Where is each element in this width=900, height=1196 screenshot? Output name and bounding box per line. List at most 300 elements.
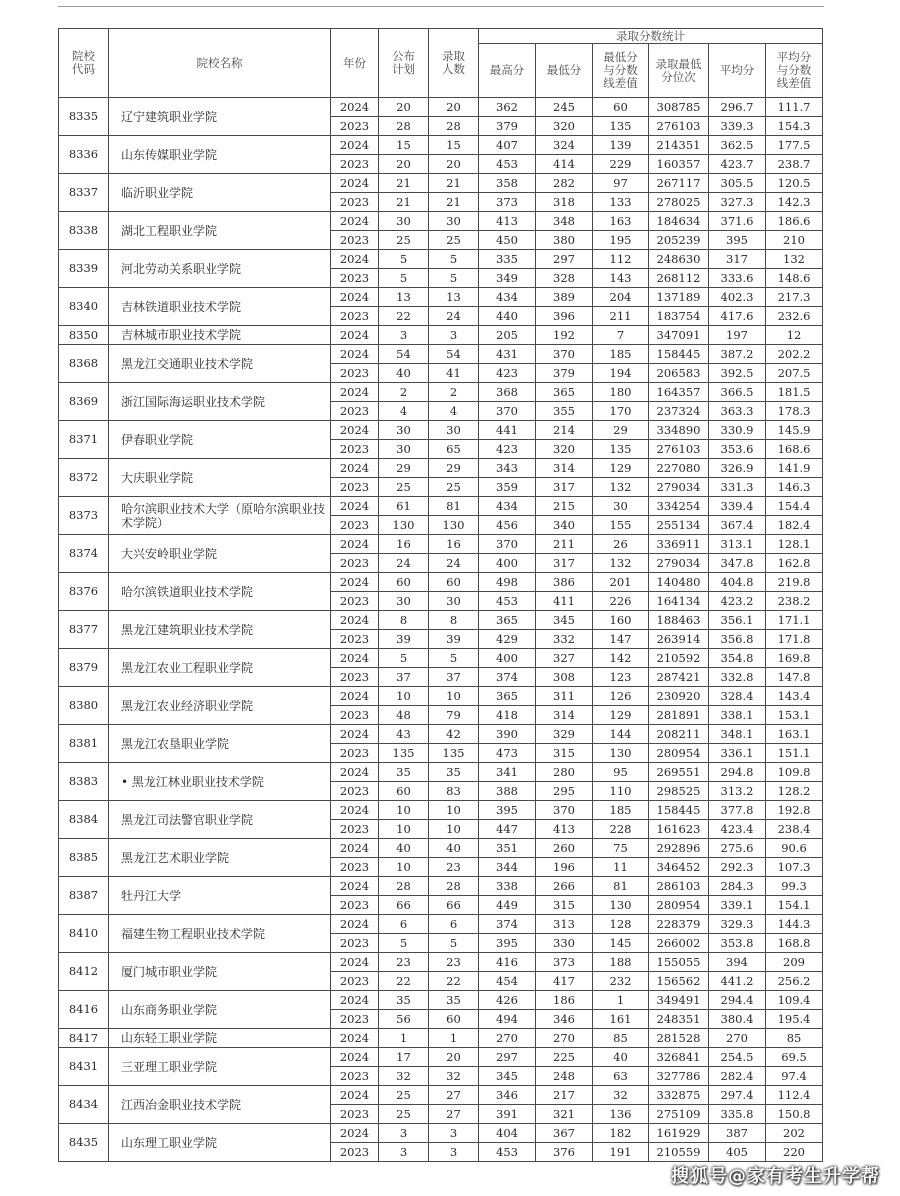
table-row [59, 459, 823, 478]
admit-cell: 40 [429, 839, 479, 858]
max-score-cell: 431 [479, 345, 536, 364]
table-row [59, 915, 823, 934]
max-score-cell: 426 [479, 991, 536, 1010]
avg-diff-cell: 192.8 [766, 801, 823, 820]
avg-diff-cell: 182.4 [766, 516, 823, 535]
table-row [59, 174, 823, 193]
year-cell: 2024 [331, 725, 379, 744]
min-score-cell: 389 [536, 288, 593, 307]
admit-cell: 35 [429, 991, 479, 1010]
max-score-cell: 395 [479, 934, 536, 953]
min-rank-cell: 327786 [649, 1067, 709, 1086]
year-cell: 2023 [331, 630, 379, 649]
min-rank-cell: 137189 [649, 288, 709, 307]
school-code: 8412 [59, 953, 109, 991]
plan-cell: 8 [379, 611, 429, 630]
max-score-cell: 345 [479, 1067, 536, 1086]
avg-score-cell: 362.5 [709, 136, 766, 155]
school-code: 8384 [59, 801, 109, 839]
year-cell: 2024 [331, 459, 379, 478]
year-cell: 2023 [331, 155, 379, 174]
table-row [59, 250, 823, 269]
avg-diff-cell: 12 [766, 326, 823, 345]
admit-cell: 2 [429, 383, 479, 402]
max-score-cell: 335 [479, 250, 536, 269]
avg-diff-cell: 178.3 [766, 402, 823, 421]
school-code: 8435 [59, 1124, 109, 1162]
school-code: 8374 [59, 535, 109, 573]
max-score-cell: 365 [479, 687, 536, 706]
min-diff-cell: 188 [593, 953, 649, 972]
min-score-cell: 320 [536, 117, 593, 136]
min-rank-cell: 158445 [649, 801, 709, 820]
year-cell: 2023 [331, 554, 379, 573]
min-diff-cell: 32 [593, 1086, 649, 1105]
min-rank-cell: 334890 [649, 421, 709, 440]
min-rank-cell: 230920 [649, 687, 709, 706]
min-score-cell: 211 [536, 535, 593, 554]
school-code: 8337 [59, 174, 109, 212]
max-score-cell: 374 [479, 915, 536, 934]
plan-cell: 20 [379, 98, 429, 117]
avg-score-cell: 387 [709, 1124, 766, 1143]
table-row [59, 649, 823, 668]
min-diff-cell: 132 [593, 478, 649, 497]
avg-diff-cell: 132 [766, 250, 823, 269]
admit-cell: 32 [429, 1067, 479, 1086]
max-score-cell: 440 [479, 307, 536, 326]
min-diff-cell: 129 [593, 459, 649, 478]
year-cell: 2024 [331, 915, 379, 934]
plan-cell: 43 [379, 725, 429, 744]
min-diff-cell: 26 [593, 535, 649, 554]
avg-score-cell: 353.8 [709, 934, 766, 953]
avg-score-cell: 404.8 [709, 573, 766, 592]
min-score-cell: 321 [536, 1105, 593, 1124]
year-cell: 2024 [331, 326, 379, 345]
year-cell: 2023 [331, 478, 379, 497]
year-cell: 2023 [331, 516, 379, 535]
plan-cell: 20 [379, 155, 429, 174]
max-score-cell: 346 [479, 1086, 536, 1105]
plan-cell: 135 [379, 744, 429, 763]
year-cell: 2024 [331, 1029, 379, 1048]
school-name: 哈尔滨铁道职业技术学院 [109, 573, 331, 611]
min-diff-cell: 97 [593, 174, 649, 193]
min-rank-cell: 287421 [649, 668, 709, 687]
avg-diff-cell: 207.5 [766, 364, 823, 383]
min-diff-cell: 204 [593, 288, 649, 307]
avg-score-cell: 317 [709, 250, 766, 269]
min-rank-cell: 164134 [649, 592, 709, 611]
avg-score-cell: 353.6 [709, 440, 766, 459]
admit-cell: 42 [429, 725, 479, 744]
admit-cell: 81 [429, 497, 479, 516]
year-cell: 2023 [331, 896, 379, 915]
min-diff-cell: 85 [593, 1029, 649, 1048]
admit-cell: 54 [429, 345, 479, 364]
admit-cell: 5 [429, 649, 479, 668]
max-score-cell: 423 [479, 440, 536, 459]
plan-cell: 21 [379, 174, 429, 193]
table-row [59, 725, 823, 744]
avg-score-cell: 284.3 [709, 877, 766, 896]
admit-cell: 30 [429, 421, 479, 440]
plan-cell: 39 [379, 630, 429, 649]
header-year: 年份 [331, 29, 379, 98]
min-rank-cell: 276103 [649, 440, 709, 459]
avg-diff-cell: 210 [766, 231, 823, 250]
avg-diff-cell: 202 [766, 1124, 823, 1143]
admit-cell: 10 [429, 801, 479, 820]
max-score-cell: 351 [479, 839, 536, 858]
year-cell: 2023 [331, 231, 379, 250]
min-score-cell: 192 [536, 326, 593, 345]
avg-score-cell: 394 [709, 953, 766, 972]
year-cell: 2023 [331, 269, 379, 288]
table-row [59, 1124, 823, 1143]
avg-diff-cell: 69.5 [766, 1048, 823, 1067]
school-code: 8431 [59, 1048, 109, 1086]
min-score-cell: 315 [536, 896, 593, 915]
avg-diff-cell: 181.5 [766, 383, 823, 402]
school-name: 大兴安岭职业学院 [109, 535, 331, 573]
avg-diff-cell: 238.2 [766, 592, 823, 611]
plan-cell: 24 [379, 554, 429, 573]
admit-cell: 21 [429, 193, 479, 212]
avg-diff-cell: 151.1 [766, 744, 823, 763]
school-name: 河北劳动关系职业学院 [109, 250, 331, 288]
admit-cell: 23 [429, 858, 479, 877]
plan-cell: 35 [379, 991, 429, 1010]
year-cell: 2023 [331, 820, 379, 839]
year-cell: 2024 [331, 212, 379, 231]
year-cell: 2023 [331, 668, 379, 687]
min-diff-cell: 11 [593, 858, 649, 877]
avg-score-cell: 329.3 [709, 915, 766, 934]
min-diff-cell: 163 [593, 212, 649, 231]
admit-cell: 22 [429, 972, 479, 991]
admit-cell: 24 [429, 554, 479, 573]
min-score-cell: 411 [536, 592, 593, 611]
min-score-cell: 417 [536, 972, 593, 991]
max-score-cell: 413 [479, 212, 536, 231]
avg-diff-cell: 220 [766, 1143, 823, 1162]
max-score-cell: 441 [479, 421, 536, 440]
avg-diff-cell: 109.4 [766, 991, 823, 1010]
school-code: 8383 [59, 763, 109, 801]
plan-cell: 13 [379, 288, 429, 307]
max-score-cell: 270 [479, 1029, 536, 1048]
min-rank-cell: 280954 [649, 744, 709, 763]
year-cell: 2024 [331, 497, 379, 516]
year-cell: 2024 [331, 611, 379, 630]
admit-cell: 1 [429, 1029, 479, 1048]
admit-cell: 60 [429, 1010, 479, 1029]
min-diff-cell: 139 [593, 136, 649, 155]
min-rank-cell: 161623 [649, 820, 709, 839]
min-rank-cell: 248351 [649, 1010, 709, 1029]
table-row [59, 953, 823, 972]
min-diff-cell: 133 [593, 193, 649, 212]
max-score-cell: 407 [479, 136, 536, 155]
avg-diff-cell: 154.4 [766, 497, 823, 516]
school-code: 8368 [59, 345, 109, 383]
min-score-cell: 324 [536, 136, 593, 155]
school-name: 黑龙江司法警官职业学院 [109, 801, 331, 839]
max-score-cell: 341 [479, 763, 536, 782]
plan-cell: 1 [379, 1029, 429, 1048]
plan-cell: 3 [379, 326, 429, 345]
plan-cell: 130 [379, 516, 429, 535]
min-diff-cell: 123 [593, 668, 649, 687]
min-diff-cell: 112 [593, 250, 649, 269]
school-name: 山东轻工职业学院 [109, 1029, 331, 1048]
min-diff-cell: 185 [593, 801, 649, 820]
avg-diff-cell: 171.1 [766, 611, 823, 630]
min-score-cell: 217 [536, 1086, 593, 1105]
admit-cell: 79 [429, 706, 479, 725]
min-score-cell: 313 [536, 915, 593, 934]
year-cell: 2023 [331, 307, 379, 326]
table-row [59, 326, 823, 345]
plan-cell: 28 [379, 117, 429, 136]
plan-cell: 5 [379, 934, 429, 953]
admit-cell: 39 [429, 630, 479, 649]
min-diff-cell: 75 [593, 839, 649, 858]
school-name: 辽宁建筑职业学院 [109, 98, 331, 136]
min-diff-cell: 132 [593, 554, 649, 573]
admit-cell: 83 [429, 782, 479, 801]
min-diff-cell: 201 [593, 573, 649, 592]
table-row [59, 1048, 823, 1067]
min-rank-cell: 184634 [649, 212, 709, 231]
admit-cell: 16 [429, 535, 479, 554]
plan-cell: 25 [379, 1086, 429, 1105]
plan-cell: 23 [379, 953, 429, 972]
avg-diff-cell: 238.7 [766, 155, 823, 174]
avg-score-cell: 197 [709, 326, 766, 345]
admit-cell: 10 [429, 820, 479, 839]
school-code: 8377 [59, 611, 109, 649]
plan-cell: 15 [379, 136, 429, 155]
plan-cell: 60 [379, 573, 429, 592]
avg-score-cell: 326.9 [709, 459, 766, 478]
avg-diff-cell: 85 [766, 1029, 823, 1048]
admit-cell: 66 [429, 896, 479, 915]
plan-cell: 54 [379, 345, 429, 364]
plan-cell: 40 [379, 364, 429, 383]
min-score-cell: 248 [536, 1067, 593, 1086]
avg-diff-cell: 99.3 [766, 877, 823, 896]
min-score-cell: 215 [536, 497, 593, 516]
min-diff-cell: 135 [593, 440, 649, 459]
max-score-cell: 362 [479, 98, 536, 117]
avg-diff-cell: 169.8 [766, 649, 823, 668]
min-rank-cell: 158445 [649, 345, 709, 364]
avg-diff-cell: 111.7 [766, 98, 823, 117]
min-rank-cell: 280954 [649, 896, 709, 915]
year-cell: 2023 [331, 972, 379, 991]
avg-diff-cell: 154.3 [766, 117, 823, 136]
table-row [59, 1029, 823, 1048]
min-rank-cell: 346452 [649, 858, 709, 877]
min-score-cell: 315 [536, 744, 593, 763]
school-code: 8410 [59, 915, 109, 953]
min-rank-cell: 205239 [649, 231, 709, 250]
min-diff-cell: 81 [593, 877, 649, 896]
admit-cell: 27 [429, 1086, 479, 1105]
min-rank-cell: 332875 [649, 1086, 709, 1105]
admit-cell: 3 [429, 1143, 479, 1162]
top-rule [58, 6, 824, 7]
admit-cell: 30 [429, 212, 479, 231]
max-score-cell: 454 [479, 972, 536, 991]
plan-cell: 32 [379, 1067, 429, 1086]
avg-diff-cell: 256.2 [766, 972, 823, 991]
avg-diff-cell: 217.3 [766, 288, 823, 307]
plan-cell: 22 [379, 307, 429, 326]
avg-diff-cell: 142.3 [766, 193, 823, 212]
avg-score-cell: 313.2 [709, 782, 766, 801]
table-row [59, 801, 823, 820]
plan-cell: 48 [379, 706, 429, 725]
avg-diff-cell: 145.9 [766, 421, 823, 440]
avg-score-cell: 441.2 [709, 972, 766, 991]
min-rank-cell: 276103 [649, 117, 709, 136]
min-diff-cell: 29 [593, 421, 649, 440]
year-cell: 2024 [331, 687, 379, 706]
max-score-cell: 343 [479, 459, 536, 478]
year-cell: 2024 [331, 345, 379, 364]
plan-cell: 30 [379, 440, 429, 459]
plan-cell: 25 [379, 478, 429, 497]
min-rank-cell: 248630 [649, 250, 709, 269]
admit-cell: 20 [429, 1048, 479, 1067]
year-cell: 2023 [331, 858, 379, 877]
max-score-cell: 368 [479, 383, 536, 402]
min-score-cell: 379 [536, 364, 593, 383]
min-rank-cell: 210592 [649, 649, 709, 668]
school-name: 山东商务职业学院 [109, 991, 331, 1029]
avg-score-cell: 294.4 [709, 991, 766, 1010]
avg-diff-cell: 107.3 [766, 858, 823, 877]
year-cell: 2023 [331, 1105, 379, 1124]
year-cell: 2024 [331, 98, 379, 117]
admit-cell: 30 [429, 592, 479, 611]
min-score-cell: 186 [536, 991, 593, 1010]
year-cell: 2023 [331, 592, 379, 611]
school-code: 8335 [59, 98, 109, 136]
min-rank-cell: 156562 [649, 972, 709, 991]
plan-cell: 5 [379, 649, 429, 668]
header-stats: 录取分数统计 [479, 29, 823, 44]
year-cell: 2023 [331, 1143, 379, 1162]
admit-cell: 130 [429, 516, 479, 535]
plan-cell: 35 [379, 763, 429, 782]
school-code: 8373 [59, 497, 109, 535]
school-code: 8376 [59, 573, 109, 611]
avg-diff-cell: 128.2 [766, 782, 823, 801]
year-cell: 2023 [331, 934, 379, 953]
header-min-diff: 最低分 与分数 线差值 [593, 44, 649, 98]
school-code: 8416 [59, 991, 109, 1029]
year-cell: 2024 [331, 1086, 379, 1105]
avg-score-cell: 348.1 [709, 725, 766, 744]
avg-score-cell: 417.6 [709, 307, 766, 326]
year-cell: 2024 [331, 136, 379, 155]
max-score-cell: 429 [479, 630, 536, 649]
avg-score-cell: 395 [709, 231, 766, 250]
min-diff-cell: 145 [593, 934, 649, 953]
year-cell: 2024 [331, 763, 379, 782]
school-name: 牡丹江大学 [109, 877, 331, 915]
table-row [59, 877, 823, 896]
plan-cell: 3 [379, 1143, 429, 1162]
avg-score-cell: 366.5 [709, 383, 766, 402]
header-avg-diff: 平均分 与分数 线差值 [766, 44, 823, 98]
min-diff-cell: 130 [593, 896, 649, 915]
year-cell: 2023 [331, 1010, 379, 1029]
avg-diff-cell: 219.8 [766, 573, 823, 592]
min-rank-cell: 155055 [649, 953, 709, 972]
max-score-cell: 379 [479, 117, 536, 136]
avg-diff-cell: 120.5 [766, 174, 823, 193]
table-row [59, 839, 823, 858]
avg-score-cell: 333.6 [709, 269, 766, 288]
min-rank-cell: 286103 [649, 877, 709, 896]
min-rank-cell: 269551 [649, 763, 709, 782]
avg-diff-cell: 141.9 [766, 459, 823, 478]
max-score-cell: 388 [479, 782, 536, 801]
min-score-cell: 196 [536, 858, 593, 877]
min-score-cell: 317 [536, 554, 593, 573]
admit-cell: 28 [429, 877, 479, 896]
min-rank-cell: 267117 [649, 174, 709, 193]
min-score-cell: 280 [536, 763, 593, 782]
admission-score-table [58, 28, 823, 1162]
min-score-cell: 295 [536, 782, 593, 801]
min-score-cell: 386 [536, 573, 593, 592]
min-diff-cell: 155 [593, 516, 649, 535]
min-rank-cell: 326841 [649, 1048, 709, 1067]
min-diff-cell: 129 [593, 706, 649, 725]
year-cell: 2024 [331, 250, 379, 269]
max-score-cell: 358 [479, 174, 536, 193]
min-score-cell: 332 [536, 630, 593, 649]
avg-diff-cell: 143.4 [766, 687, 823, 706]
avg-diff-cell: 112.4 [766, 1086, 823, 1105]
admit-cell: 35 [429, 763, 479, 782]
header-min: 最低分 [536, 44, 593, 98]
year-cell: 2023 [331, 440, 379, 459]
avg-diff-cell: 90.6 [766, 839, 823, 858]
plan-cell: 5 [379, 269, 429, 288]
min-score-cell: 320 [536, 440, 593, 459]
min-score-cell: 214 [536, 421, 593, 440]
year-cell: 2024 [331, 1124, 379, 1143]
min-score-cell: 365 [536, 383, 593, 402]
header-plan: 公布 计划 [379, 29, 429, 98]
min-score-cell: 270 [536, 1029, 593, 1048]
admit-cell: 6 [429, 915, 479, 934]
school-code: 8379 [59, 649, 109, 687]
avg-score-cell: 275.6 [709, 839, 766, 858]
min-score-cell: 282 [536, 174, 593, 193]
admit-cell: 20 [429, 98, 479, 117]
max-score-cell: 450 [479, 231, 536, 250]
admit-cell: 27 [429, 1105, 479, 1124]
